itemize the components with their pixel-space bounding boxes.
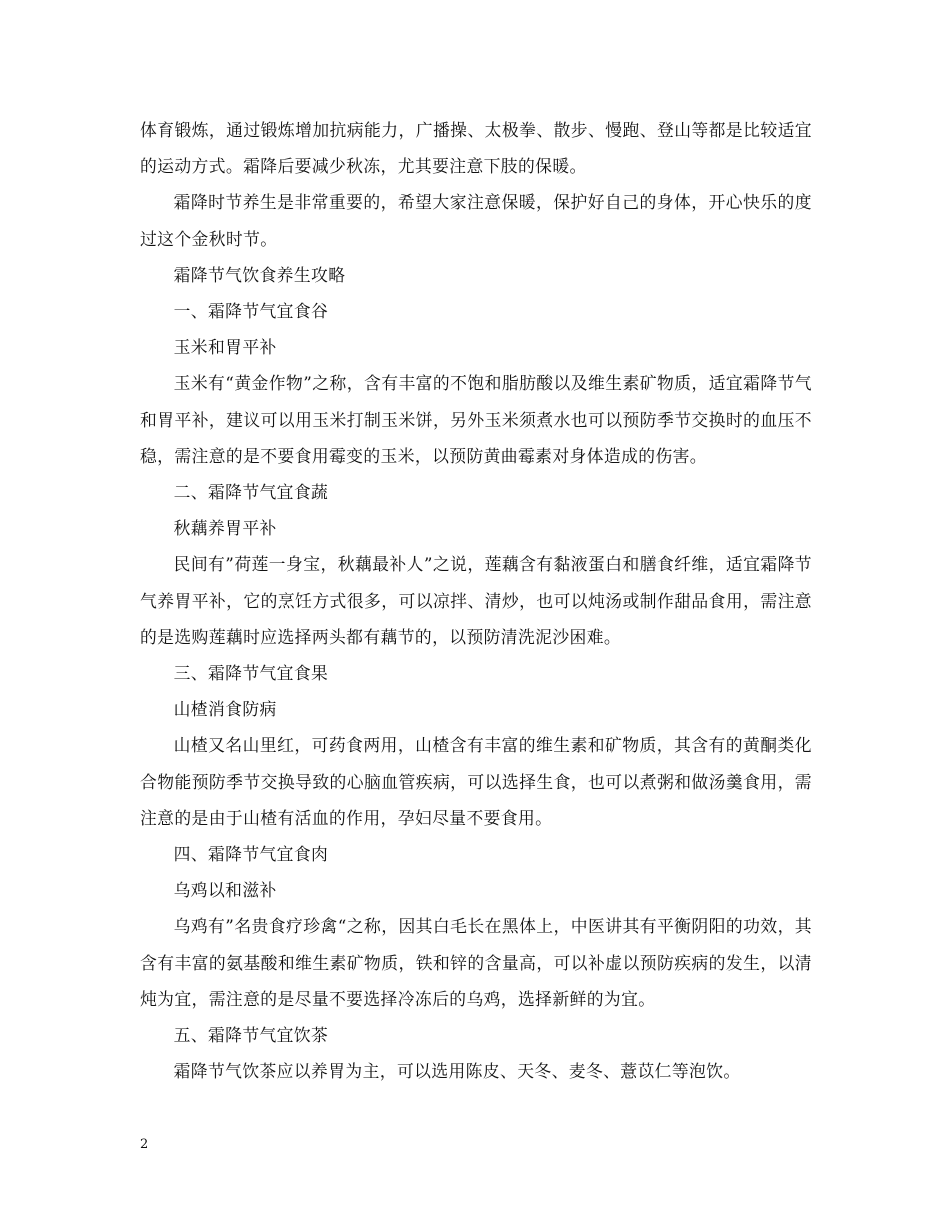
document-body	[140, 112, 812, 1089]
paragraph: 霜降节气饮茶应以养胃为主，可以选用陈皮、天冬、麦冬、薏苡仁等泡饮。	[173, 1061, 741, 1082]
subheading: 山楂消食防病	[173, 699, 277, 720]
paragraph: 霜降时节养生是非常重要的，希望大家注意保暖，保护好自己的身体，开心快乐的度过这个金秋时节。	[140, 192, 812, 249]
paragraph: 乌鸡有”名贵食疗珍禽“之称，因其白毛长在黑体上，中医讲其有平衡阴阳的功效，其含有丰富的氨基酸和维生素矿物质，铁和锌的含量高，可以补虚以预防疾病的发生，以清炖为宜，需注意的是尽量不要选择冷冻后的乌鸡，选择新鲜的为宜。	[140, 916, 812, 1009]
section-heading: 一、霜降节气宜食谷	[173, 301, 329, 322]
subheading: 玉米和胃平补	[173, 337, 277, 358]
paragraph-continued: 体育锻炼，通过锻炼增加抗病能力，广播操、太极拳、散步、慢跑、登山等都是比较适宜的运动方式。霜降后要减少秋冻，尤其要注意下肢的保暖。	[140, 120, 812, 177]
paragraph: 山楂又名山里红，可药食两用，山楂含有丰富的维生素和矿物质，其含有的黄酮类化合物能预防季节交换导致的心脑血管疾病，可以选择生食，也可以煮粥和做汤羹食用，需注意的是由于山楂有活血的作用，孕妇尽量不要食用。	[140, 735, 812, 828]
section-heading: 四、霜降节气宜食肉	[173, 844, 329, 865]
section-title: 霜降节气饮食养生攻略	[173, 264, 346, 285]
paragraph: 民间有”荷莲一身宝，秋藕最补人”之说，莲藕含有黏液蛋白和膳食纤维，适宜霜降节气养胃平补，它的烹饪方式很多，可以凉拌、清炒，也可以炖汤或制作甜品食用，需注意的是选购莲藕时应选择两头都有藕节的，以预防清洗泥沙困难。	[140, 554, 812, 647]
subheading: 乌鸡以和滋补	[173, 880, 277, 901]
section-heading: 二、霜降节气宜食蔬	[173, 482, 329, 503]
paragraph: 玉米有“黄金作物”之称，含有丰富的不饱和脂肪酸以及维生素矿物质，适宜霜降节气和胃平补，建议可以用玉米打制玉米饼，另外玉米须煮水也可以预防季节交换时的血压不稳，需注意的是不要食用霉变的玉米，以预防黄曲霉素对身体造成的伤害。	[140, 373, 812, 466]
subheading: 秋藕养胃平补	[173, 518, 277, 539]
page-number: 2	[140, 1137, 149, 1152]
section-heading: 三、霜降节气宜食果	[173, 663, 329, 684]
section-heading: 五、霜降节气宜饮茶	[173, 1025, 329, 1046]
